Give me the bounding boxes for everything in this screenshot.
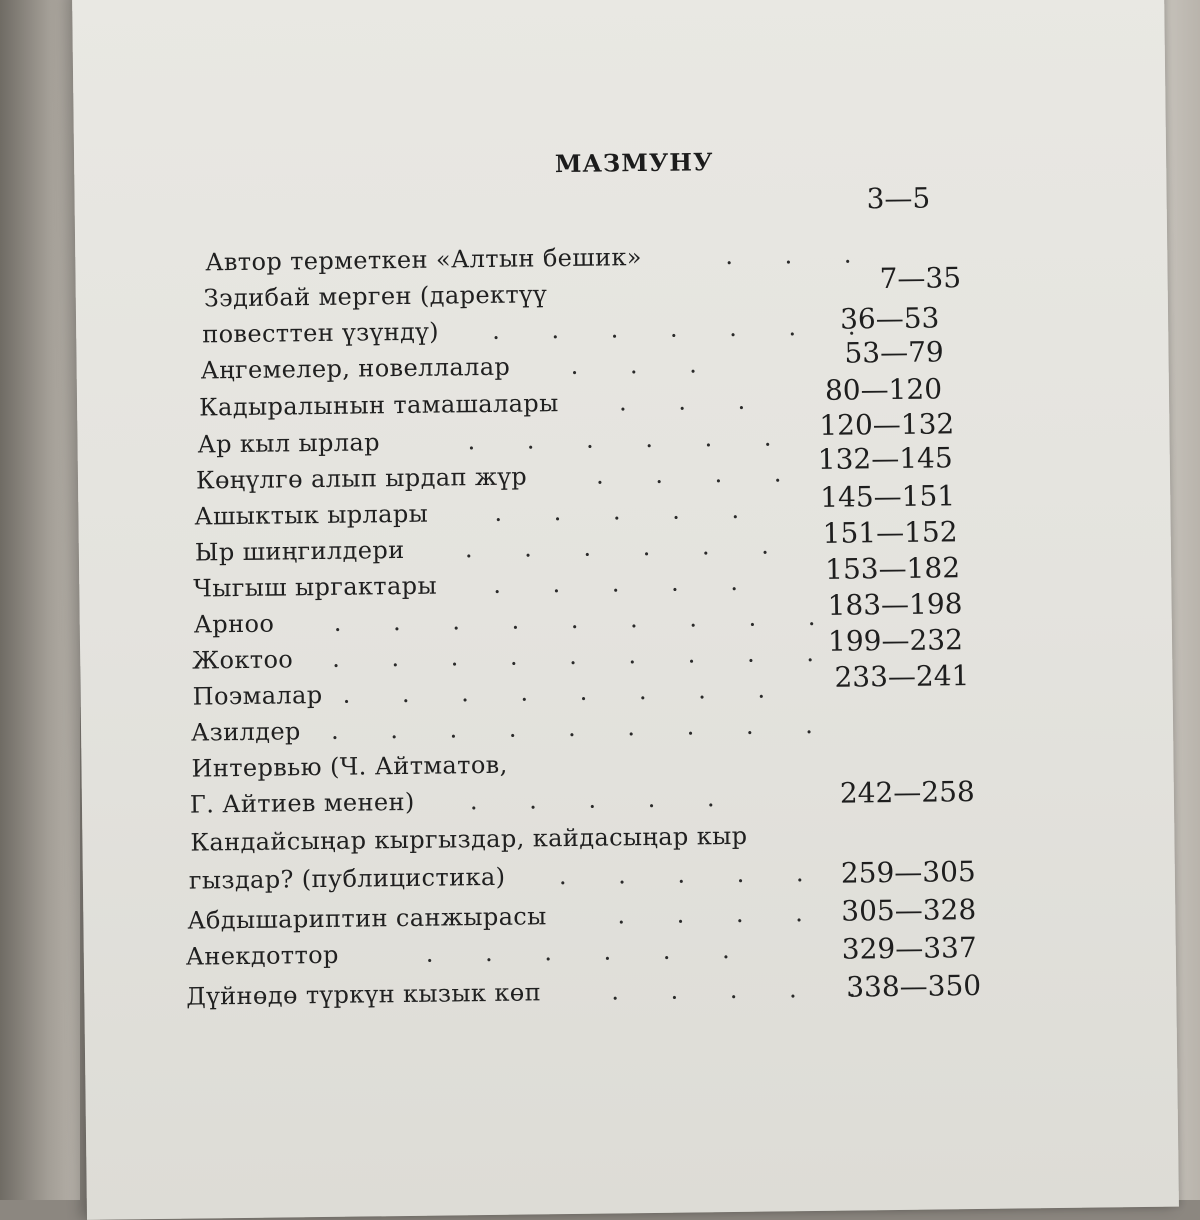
toc-entry-title: Зэдибай мерген (даректүү [204,280,548,312]
toc-entry-pages: 53—79 [844,335,944,369]
toc-entry-title: Интервью (Ч. Айтматов, [191,751,507,783]
toc-leader-dots: . . . . . . . [492,312,878,345]
toc-entry-pages: 36—53 [840,301,940,335]
toc-entry-title: Көңүлгө алып ырдап жүр [196,462,527,494]
toc-entry-title: Поэмалар [192,681,322,711]
toc-entry-title: Жоктоо [192,645,293,674]
toc-entry-pages: 338—350 [846,969,981,1004]
toc-entry-title: Анекдоттор [186,941,339,971]
toc-entry-title: Арноо [194,610,275,639]
toc-entry-pages: 80—120 [825,372,942,406]
toc-entry-pages: 151—152 [822,515,957,550]
toc-entry-pages: 259—305 [841,855,976,890]
toc-entry-pages: 183—198 [827,587,962,622]
toc-entry-pages: 199—232 [828,623,963,658]
toc-leader-dots: . . . . . . [467,423,793,455]
toc-leader-dots: . . . . . . . . . [334,603,838,637]
toc-entry-pages: 305—328 [841,893,976,928]
toc-leader-dots: . . . . . [470,784,737,815]
toc-leader-dots: . . . . . . . . . [332,639,836,673]
toc-entry-title: Ашыктык ырлары [194,500,428,531]
toc-entry-title: Автор терметкен «Алтын бешик» [205,243,642,276]
toc-entry-pages: 132—145 [818,441,953,476]
toc-entry-title: Азилдер [191,717,301,746]
toc-entry-title: Ыр шиңгилдери [195,536,405,567]
toc-leader-dots: . . . . . [559,859,826,890]
toc-leader-dots: . . . [619,387,767,417]
toc-entry-pages: 145—151 [820,479,955,514]
toc-leader-dots: . . . . . . . . . [331,711,835,745]
toc-entry-title: Абдышариптин санжырасы [187,902,547,934]
book-page [72,0,1179,1220]
toc-leader-dots: . . . . . [494,496,761,527]
toc-leader-dots: . . . . . [611,974,878,1005]
toc-entry-title: Г. Айтиев менен) [190,788,415,819]
toc-entry-title: Кандайсыңар кыргыздар, кайдасыңар кыр [190,822,747,857]
toc-entry-pages: 233—241 [834,659,969,694]
toc-leader-dots: . . . [570,350,718,380]
toc-entry-title: Аңгемелер, новеллалар [200,353,510,385]
toc-entry-title: Чыгыш ыргактары [193,572,437,603]
table-of-contents [72,0,1179,1220]
toc-entry-pages: 242—258 [840,775,975,810]
toc-leader-dots: . . . . [596,459,804,490]
toc-entry-title: Ар кыл ырлар [197,428,380,458]
toc-entry-pages: 329—337 [842,931,977,966]
toc-leader-dots: . . . . . . [465,531,791,563]
toc-entry-pages: 3—5 [866,182,930,216]
page-title: МАЗМУНУ [474,146,794,179]
toc-leader-dots: . . . . [617,899,825,930]
toc-entry-title: Кадыралынын тамашалары [199,389,559,421]
toc-entry-title: повесттен үзүндү) [202,318,439,349]
toc-entry-title: Дүйнөдө түркүн кызык көп [186,978,541,1010]
toc-leader-dots: . . . [725,240,873,270]
facing-page-edge [0,0,80,1200]
toc-entry-pages: 120—132 [819,407,954,442]
toc-entry-title: гыздар? (публицистика) [189,863,506,895]
toc-entry-pages: 153—182 [825,551,960,586]
toc-leader-dots: . . . . . . . . [342,675,787,708]
toc-leader-dots: . . . . . . [426,936,752,968]
toc-leader-dots: . . . . . [493,568,760,599]
toc-entry-pages: 7—35 [879,261,961,295]
